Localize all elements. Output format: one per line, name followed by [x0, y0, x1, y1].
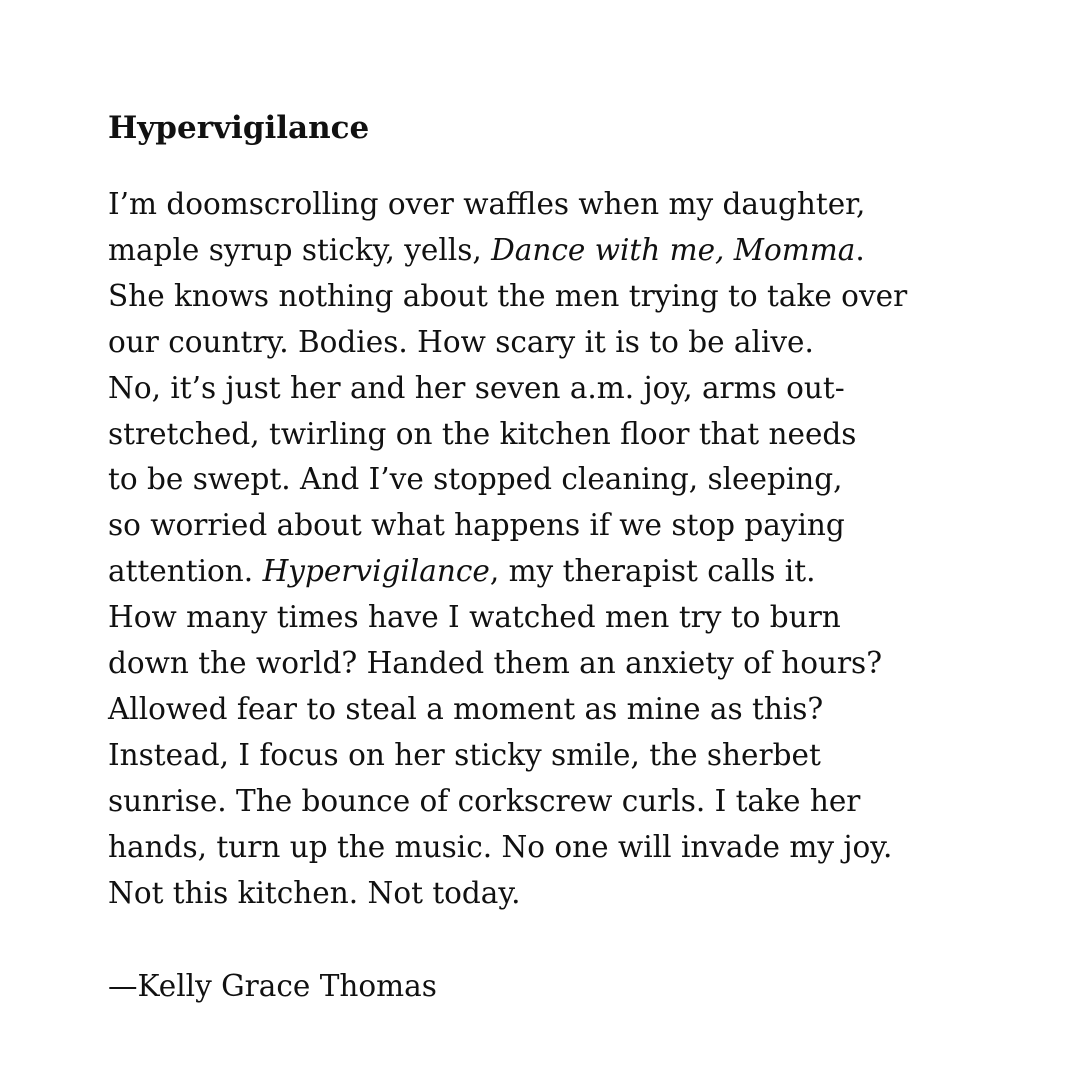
poem-line: Allowed fear to steal a moment as mine as this?: [108, 691, 824, 726]
poem-line: maple syrup sticky, yells, Dance with me, Momma.: [108, 232, 865, 267]
poem-line: Instead, I focus on her sticky smile, the sherbet: [108, 737, 821, 772]
poem-author: —Kelly Grace Thomas: [108, 968, 437, 1003]
poem-title: Hypervigilance: [108, 110, 370, 146]
poem-line: Not this kitchen. Not today.: [108, 875, 521, 910]
poem-line: to be swept. And I’ve stopped cleaning, sleeping,: [108, 462, 843, 497]
poem-line: down the world? Handed them an anxiety of hours?: [108, 646, 883, 681]
poem-line: our country. Bodies. How scary it is to be alive.: [108, 324, 814, 359]
poem-line: so worried about what happens if we stop paying: [108, 508, 845, 543]
poem-line: attention. Hypervigilance, my therapist calls it.: [108, 554, 816, 589]
poem-page: [108, 100, 1008, 1009]
poem-body: [108, 182, 1008, 917]
poem-line: She knows nothing about the men trying to take over: [108, 278, 908, 313]
poem-line: How many times have I watched men try to burn: [108, 600, 841, 635]
poem-line: hands, turn up the music. No one will invade my joy.: [108, 829, 893, 864]
poem-line: sunrise. The bounce of corkscrew curls. I take her: [108, 783, 861, 818]
poem-line: stretched, twirling on the kitchen floor that needs: [108, 416, 857, 451]
poem-line: No, it’s just her and her seven a.m. joy, arms out-: [108, 370, 845, 405]
poem-line: I’m doomscrolling over waffles when my daughter,: [108, 187, 866, 221]
